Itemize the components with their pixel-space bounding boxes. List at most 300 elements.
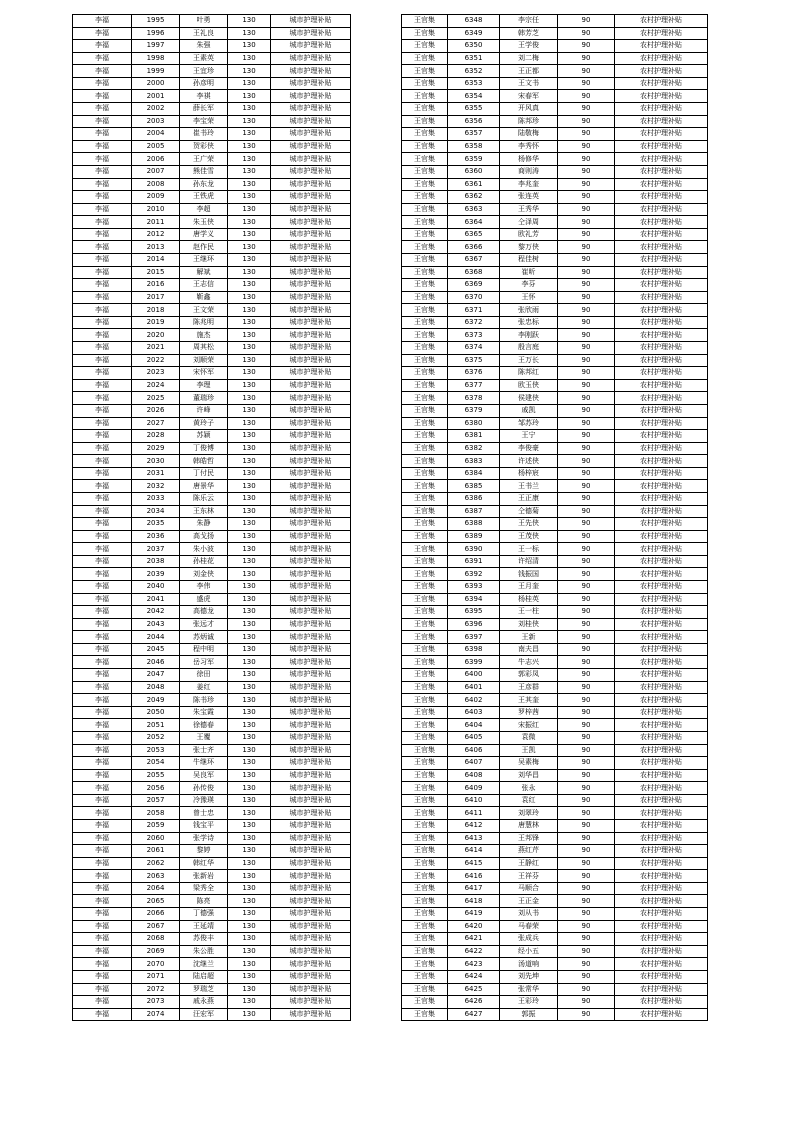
type-cell: 城市护理补贴 xyxy=(271,593,351,606)
area-cell: 李福 xyxy=(73,241,132,254)
amount-cell: 130 xyxy=(228,958,271,971)
id-cell: 2050 xyxy=(132,706,180,719)
table-row xyxy=(73,731,351,744)
name-cell: 韩皓哲 xyxy=(180,455,228,468)
name-cell: 王素英 xyxy=(180,52,228,65)
area-cell: 李福 xyxy=(73,857,132,870)
type-cell: 农村护理补贴 xyxy=(615,103,708,116)
type-cell: 农村护理补贴 xyxy=(615,719,708,732)
type-cell: 农村护理补贴 xyxy=(615,455,708,468)
amount-cell: 90 xyxy=(558,656,615,669)
amount-cell: 90 xyxy=(558,266,615,279)
amount-cell: 90 xyxy=(558,304,615,317)
amount-cell: 130 xyxy=(228,631,271,644)
table-row xyxy=(402,115,708,128)
type-cell: 城市护理补贴 xyxy=(271,279,351,292)
name-cell: 戚凯 xyxy=(500,404,558,417)
area-cell: 李福 xyxy=(73,581,132,594)
name-cell: 李超 xyxy=(180,203,228,216)
id-cell: 2031 xyxy=(132,467,180,480)
id-cell: 2039 xyxy=(132,568,180,581)
area-cell: 李福 xyxy=(73,958,132,971)
area-cell: 李福 xyxy=(73,820,132,833)
type-cell: 农村护理补贴 xyxy=(615,845,708,858)
name-cell: 唐景华 xyxy=(180,480,228,493)
name-cell: 许峰 xyxy=(180,404,228,417)
id-cell: 1999 xyxy=(132,65,180,78)
amount-cell: 90 xyxy=(558,933,615,946)
type-cell: 城市护理补贴 xyxy=(271,241,351,254)
name-cell: 孙东龙 xyxy=(180,178,228,191)
amount-cell: 90 xyxy=(558,430,615,443)
name-cell: 丁俊博 xyxy=(180,442,228,455)
type-cell: 城市护理补贴 xyxy=(271,794,351,807)
id-cell: 6364 xyxy=(448,216,500,229)
id-cell: 6407 xyxy=(448,757,500,770)
type-cell: 城市护理补贴 xyxy=(271,581,351,594)
id-cell: 2028 xyxy=(132,430,180,443)
table-row xyxy=(73,631,351,644)
amount-cell: 90 xyxy=(558,694,615,707)
table-row xyxy=(402,430,708,443)
name-cell: 董瑞珍 xyxy=(180,392,228,405)
amount-cell: 90 xyxy=(558,769,615,782)
amount-cell: 90 xyxy=(558,882,615,895)
type-cell: 农村护理补贴 xyxy=(615,530,708,543)
area-cell: 王官集 xyxy=(402,618,448,631)
name-cell: 沈继兰 xyxy=(180,958,228,971)
type-cell: 农村护理补贴 xyxy=(615,65,708,78)
name-cell: 韩芳芝 xyxy=(500,27,558,40)
table-row xyxy=(402,794,708,807)
id-cell: 2027 xyxy=(132,417,180,430)
type-cell: 农村护理补贴 xyxy=(615,354,708,367)
name-cell: 陈兆明 xyxy=(180,316,228,329)
area-cell: 王官集 xyxy=(402,694,448,707)
amount-cell: 90 xyxy=(558,983,615,996)
table-row xyxy=(402,744,708,757)
id-cell: 6363 xyxy=(448,203,500,216)
table-row xyxy=(402,279,708,292)
type-cell: 城市护理补贴 xyxy=(271,807,351,820)
type-cell: 农村护理补贴 xyxy=(615,744,708,757)
table-row xyxy=(73,807,351,820)
id-cell: 6402 xyxy=(448,694,500,707)
name-cell: 王怀 xyxy=(500,291,558,304)
type-cell: 城市护理补贴 xyxy=(271,191,351,204)
table-row xyxy=(73,920,351,933)
amount-cell: 90 xyxy=(558,908,615,921)
name-cell: 王凯 xyxy=(500,744,558,757)
name-cell: 李刚跃 xyxy=(500,329,558,342)
area-cell: 李福 xyxy=(73,329,132,342)
type-cell: 城市护理补贴 xyxy=(271,342,351,355)
area-cell: 李福 xyxy=(73,492,132,505)
table-row xyxy=(402,543,708,556)
table-row xyxy=(73,253,351,266)
type-cell: 城市护理补贴 xyxy=(271,530,351,543)
type-cell: 农村护理补贴 xyxy=(615,40,708,53)
name-cell: 吴素梅 xyxy=(500,757,558,770)
area-cell: 李福 xyxy=(73,191,132,204)
area-cell: 王官集 xyxy=(402,845,448,858)
amount-cell: 90 xyxy=(558,518,615,531)
type-cell: 农村护理补贴 xyxy=(615,555,708,568)
name-cell: 张常华 xyxy=(500,983,558,996)
id-cell: 6406 xyxy=(448,744,500,757)
type-cell: 农村护理补贴 xyxy=(615,920,708,933)
name-cell: 邹苏玲 xyxy=(500,417,558,430)
name-cell: 黄玲子 xyxy=(180,417,228,430)
table-row xyxy=(73,870,351,883)
name-cell: 韩红华 xyxy=(180,857,228,870)
id-cell: 6356 xyxy=(448,115,500,128)
id-cell: 6419 xyxy=(448,908,500,921)
table-row xyxy=(402,870,708,883)
amount-cell: 130 xyxy=(228,354,271,367)
left-table-body xyxy=(73,15,351,1021)
area-cell: 李福 xyxy=(73,669,132,682)
name-cell: 袁红 xyxy=(500,794,558,807)
name-cell: 欧礼芳 xyxy=(500,228,558,241)
table-row xyxy=(402,757,708,770)
amount-cell: 90 xyxy=(558,442,615,455)
id-cell: 6384 xyxy=(448,467,500,480)
name-cell: 姜红 xyxy=(180,681,228,694)
id-cell: 6403 xyxy=(448,706,500,719)
table-row xyxy=(73,27,351,40)
amount-cell: 130 xyxy=(228,291,271,304)
area-cell: 李福 xyxy=(73,895,132,908)
id-cell: 6400 xyxy=(448,669,500,682)
table-row xyxy=(73,757,351,770)
area-cell: 李福 xyxy=(73,354,132,367)
type-cell: 农村护理补贴 xyxy=(615,643,708,656)
table-row xyxy=(402,15,708,28)
type-cell: 城市护理补贴 xyxy=(271,291,351,304)
type-cell: 城市护理补贴 xyxy=(271,90,351,103)
area-cell: 李福 xyxy=(73,266,132,279)
type-cell: 农村护理补贴 xyxy=(615,15,708,28)
area-cell: 王官集 xyxy=(402,342,448,355)
id-cell: 2059 xyxy=(132,820,180,833)
type-cell: 城市护理补贴 xyxy=(271,178,351,191)
id-cell: 2032 xyxy=(132,480,180,493)
id-cell: 2034 xyxy=(132,505,180,518)
type-cell: 农村护理补贴 xyxy=(615,983,708,996)
type-cell: 城市护理补贴 xyxy=(271,103,351,116)
type-cell: 农村护理补贴 xyxy=(615,694,708,707)
table-row xyxy=(402,631,708,644)
name-cell: 王正康 xyxy=(500,492,558,505)
table-row xyxy=(73,820,351,833)
amount-cell: 130 xyxy=(228,178,271,191)
area-cell: 王官集 xyxy=(402,65,448,78)
table-row xyxy=(73,882,351,895)
table-row xyxy=(73,857,351,870)
amount-cell: 90 xyxy=(558,945,615,958)
table-row xyxy=(402,354,708,367)
id-cell: 6359 xyxy=(448,153,500,166)
table-row xyxy=(402,165,708,178)
amount-cell: 90 xyxy=(558,140,615,153)
amount-cell: 130 xyxy=(228,970,271,983)
table-row xyxy=(73,404,351,417)
id-cell: 6422 xyxy=(448,945,500,958)
table-row xyxy=(402,996,708,1009)
id-cell: 2041 xyxy=(132,593,180,606)
amount-cell: 130 xyxy=(228,392,271,405)
name-cell: 刘先坤 xyxy=(500,970,558,983)
amount-cell: 130 xyxy=(228,253,271,266)
name-cell: 开风真 xyxy=(500,103,558,116)
type-cell: 城市护理补贴 xyxy=(271,518,351,531)
name-cell: 王正都 xyxy=(500,65,558,78)
name-cell: 王文书 xyxy=(500,77,558,90)
type-cell: 城市护理补贴 xyxy=(271,970,351,983)
id-cell: 2043 xyxy=(132,618,180,631)
name-cell: 王静红 xyxy=(500,857,558,870)
name-cell: 王广荣 xyxy=(180,153,228,166)
name-cell: 许述侠 xyxy=(500,455,558,468)
type-cell: 农村护理补贴 xyxy=(615,882,708,895)
table-row xyxy=(402,342,708,355)
name-cell: 朱强 xyxy=(180,40,228,53)
id-cell: 2024 xyxy=(132,379,180,392)
id-cell: 6350 xyxy=(448,40,500,53)
name-cell: 张永 xyxy=(500,782,558,795)
id-cell: 6375 xyxy=(448,354,500,367)
area-cell: 李福 xyxy=(73,744,132,757)
id-cell: 6370 xyxy=(448,291,500,304)
amount-cell: 90 xyxy=(558,279,615,292)
area-cell: 李福 xyxy=(73,480,132,493)
type-cell: 城市护理补贴 xyxy=(271,820,351,833)
name-cell: 靳鑫 xyxy=(180,291,228,304)
table-row xyxy=(402,203,708,216)
id-cell: 6380 xyxy=(448,417,500,430)
type-cell: 城市护理补贴 xyxy=(271,77,351,90)
name-cell: 陈书珍 xyxy=(180,694,228,707)
table-row xyxy=(73,480,351,493)
table-row xyxy=(73,291,351,304)
id-cell: 6399 xyxy=(448,656,500,669)
amount-cell: 130 xyxy=(228,153,271,166)
name-cell: 杨梓宸 xyxy=(500,467,558,480)
table-row xyxy=(73,518,351,531)
id-cell: 2009 xyxy=(132,191,180,204)
table-row xyxy=(402,153,708,166)
table-row xyxy=(73,442,351,455)
amount-cell: 90 xyxy=(558,530,615,543)
area-cell: 王官集 xyxy=(402,77,448,90)
id-cell: 2036 xyxy=(132,530,180,543)
table-row xyxy=(73,354,351,367)
table-row xyxy=(402,581,708,594)
area-cell: 王官集 xyxy=(402,593,448,606)
name-cell: 黎万侠 xyxy=(500,241,558,254)
id-cell: 6381 xyxy=(448,430,500,443)
table-row xyxy=(402,970,708,983)
type-cell: 城市护理补贴 xyxy=(271,782,351,795)
name-cell: 南夫昌 xyxy=(500,643,558,656)
area-cell: 王官集 xyxy=(402,807,448,820)
id-cell: 2020 xyxy=(132,329,180,342)
name-cell: 刘翠玲 xyxy=(500,807,558,820)
type-cell: 城市护理补贴 xyxy=(271,845,351,858)
id-cell: 6416 xyxy=(448,870,500,883)
name-cell: 许绍清 xyxy=(500,555,558,568)
amount-cell: 90 xyxy=(558,27,615,40)
area-cell: 李福 xyxy=(73,52,132,65)
type-cell: 农村护理补贴 xyxy=(615,618,708,631)
name-cell: 施杰 xyxy=(180,329,228,342)
name-cell: 王覆 xyxy=(180,731,228,744)
id-cell: 6413 xyxy=(448,832,500,845)
table-row xyxy=(402,392,708,405)
amount-cell: 130 xyxy=(228,694,271,707)
table-row xyxy=(402,643,708,656)
amount-cell: 90 xyxy=(558,681,615,694)
id-cell: 6366 xyxy=(448,241,500,254)
id-cell: 2040 xyxy=(132,581,180,594)
area-cell: 李福 xyxy=(73,367,132,380)
name-cell: 钱宝平 xyxy=(180,820,228,833)
area-cell: 王官集 xyxy=(402,970,448,983)
table-row xyxy=(73,103,351,116)
table-row xyxy=(402,983,708,996)
area-cell: 王官集 xyxy=(402,606,448,619)
amount-cell: 90 xyxy=(558,505,615,518)
table-row xyxy=(73,769,351,782)
type-cell: 农村护理补贴 xyxy=(615,316,708,329)
amount-cell: 130 xyxy=(228,757,271,770)
id-cell: 6361 xyxy=(448,178,500,191)
id-cell: 2005 xyxy=(132,140,180,153)
area-cell: 王官集 xyxy=(402,505,448,518)
table-row xyxy=(73,153,351,166)
id-cell: 6397 xyxy=(448,631,500,644)
type-cell: 城市护理补贴 xyxy=(271,731,351,744)
id-cell: 6365 xyxy=(448,228,500,241)
name-cell: 朱宝霞 xyxy=(180,706,228,719)
area-cell: 王官集 xyxy=(402,920,448,933)
area-cell: 王官集 xyxy=(402,203,448,216)
table-row xyxy=(402,178,708,191)
area-cell: 李福 xyxy=(73,945,132,958)
type-cell: 农村护理补贴 xyxy=(615,1008,708,1021)
amount-cell: 130 xyxy=(228,103,271,116)
amount-cell: 130 xyxy=(228,379,271,392)
name-cell: 刘从书 xyxy=(500,908,558,921)
table-row xyxy=(402,706,708,719)
amount-cell: 90 xyxy=(558,40,615,53)
amount-cell: 90 xyxy=(558,643,615,656)
amount-cell: 90 xyxy=(558,52,615,65)
table-row xyxy=(73,342,351,355)
id-cell: 1995 xyxy=(132,15,180,28)
table-row xyxy=(402,367,708,380)
id-cell: 6425 xyxy=(448,983,500,996)
id-cell: 2019 xyxy=(132,316,180,329)
name-cell: 马春荣 xyxy=(500,920,558,933)
table-row xyxy=(73,996,351,1009)
id-cell: 6410 xyxy=(448,794,500,807)
table-row xyxy=(73,970,351,983)
table-row xyxy=(402,1008,708,1021)
name-cell: 罗瑞芝 xyxy=(180,983,228,996)
table-row xyxy=(402,782,708,795)
table-row xyxy=(402,140,708,153)
name-cell: 朱小波 xyxy=(180,543,228,556)
amount-cell: 90 xyxy=(558,379,615,392)
area-cell: 李福 xyxy=(73,442,132,455)
amount-cell: 130 xyxy=(228,882,271,895)
amount-cell: 90 xyxy=(558,958,615,971)
table-row xyxy=(402,191,708,204)
name-cell: 张士齐 xyxy=(180,744,228,757)
name-cell: 王铁虎 xyxy=(180,191,228,204)
table-row xyxy=(73,669,351,682)
table-row xyxy=(73,568,351,581)
area-cell: 李福 xyxy=(73,882,132,895)
type-cell: 城市护理补贴 xyxy=(271,505,351,518)
type-cell: 城市护理补贴 xyxy=(271,480,351,493)
name-cell: 陈亮 xyxy=(180,895,228,908)
area-cell: 李福 xyxy=(73,228,132,241)
name-cell: 薛长军 xyxy=(180,103,228,116)
table-row xyxy=(402,216,708,229)
type-cell: 农村护理补贴 xyxy=(615,467,708,480)
area-cell: 王官集 xyxy=(402,128,448,141)
table-row xyxy=(73,505,351,518)
id-cell: 6421 xyxy=(448,933,500,946)
type-cell: 农村护理补贴 xyxy=(615,970,708,983)
table-row xyxy=(73,530,351,543)
table-row xyxy=(73,90,351,103)
table-row xyxy=(73,52,351,65)
table-row xyxy=(402,505,708,518)
area-cell: 李福 xyxy=(73,757,132,770)
id-cell: 6418 xyxy=(448,895,500,908)
amount-cell: 90 xyxy=(558,669,615,682)
type-cell: 城市护理补贴 xyxy=(271,568,351,581)
table-row xyxy=(402,769,708,782)
name-cell: 燕红芹 xyxy=(500,845,558,858)
id-cell: 6383 xyxy=(448,455,500,468)
name-cell: 欧玉侠 xyxy=(500,379,558,392)
area-cell: 李福 xyxy=(73,40,132,53)
name-cell: 丁德强 xyxy=(180,908,228,921)
area-cell: 王官集 xyxy=(402,153,448,166)
area-cell: 王官集 xyxy=(402,908,448,921)
id-cell: 2066 xyxy=(132,908,180,921)
amount-cell: 130 xyxy=(228,530,271,543)
id-cell: 6379 xyxy=(448,404,500,417)
name-cell: 高德龙 xyxy=(180,606,228,619)
id-cell: 2067 xyxy=(132,920,180,933)
name-cell: 黎婷 xyxy=(180,845,228,858)
name-cell: 张远才 xyxy=(180,618,228,631)
name-cell: 苏炳诚 xyxy=(180,631,228,644)
name-cell: 唐慧林 xyxy=(500,820,558,833)
amount-cell: 130 xyxy=(228,203,271,216)
area-cell: 王官集 xyxy=(402,379,448,392)
type-cell: 农村护理补贴 xyxy=(615,669,708,682)
table-row xyxy=(73,115,351,128)
type-cell: 城市护理补贴 xyxy=(271,304,351,317)
id-cell: 2026 xyxy=(132,404,180,417)
